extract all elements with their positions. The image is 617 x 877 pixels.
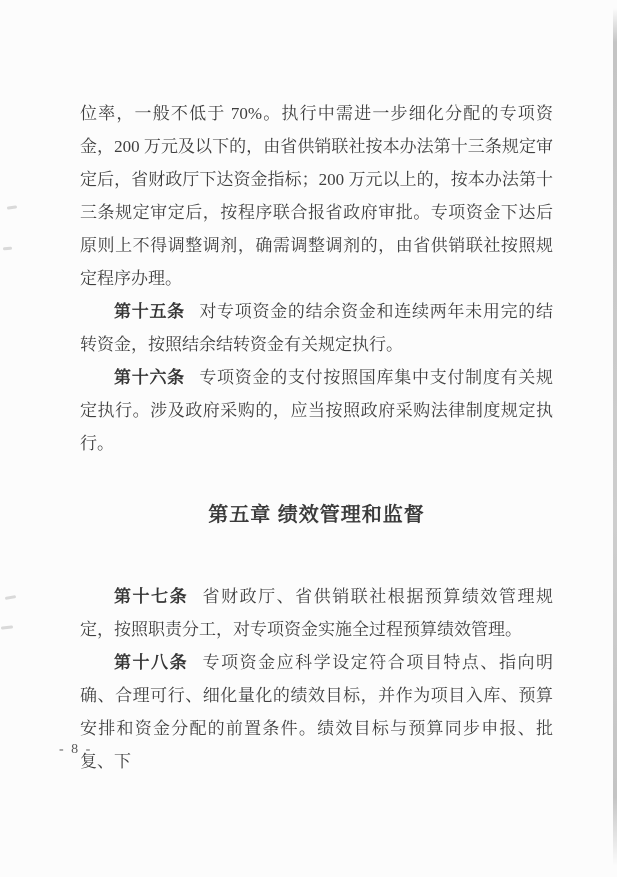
page-number: - 8 - — [59, 742, 93, 757]
article-18-label: 第十八条 — [114, 653, 189, 672]
scan-smudge — [5, 595, 16, 600]
document-body — [80, 97, 553, 778]
paragraph-text: 专项资金的支付按照国库集中支付制度有关规定执行。涉及政府采购的，应当按照政府采购法律制度规定执行。 — [80, 368, 554, 453]
article-17-paragraph — [80, 580, 553, 646]
article-17-label: 第十七条 — [114, 587, 189, 606]
paragraph-text: 对专项资金的结余资金和连续两年未用完的结转资金，按照结余结转资金有关规定执行。 — [80, 302, 554, 354]
continuation-paragraph — [80, 97, 553, 295]
scan-smudge — [1, 625, 13, 629]
article-18-paragraph — [80, 646, 553, 778]
article-16-label: 第十六条 — [114, 368, 185, 387]
paragraph-text: 专项资金应科学设定符合项目特点、指向明确、合理可行、细化量化的绩效目标，并作为项目入库、预算安排和资金分配的前置条件。绩效目标与预算同步申报、批复、下 — [80, 653, 554, 771]
scan-edge-artifact — [613, 8, 617, 866]
article-15-paragraph — [80, 295, 553, 361]
paragraph-text: 省财政厅、省供销联社根据预算绩效管理规定，按照职责分工，对专项资金实施全过程预算绩效管理。 — [80, 587, 554, 639]
chapter-heading: 第五章 绩效管理和监督 — [208, 504, 425, 526]
scan-smudge — [3, 247, 12, 251]
paragraph-text: 位率，一般不低于 70%。执行中需进一步细化分配的专项资金，200 万元及以下的，由省供销联社按本办法第十三条规定审定后，省财政厅下达资金指标；200 万元以上的，按本办法第十三条规定审定后，按程序联合报省政府审批。专项资金下达后原则上不得调整调剂，确需调整调剂的，由省供销联社按照规定程序办理。 — [80, 104, 553, 288]
article-16-paragraph — [80, 361, 553, 460]
article-15-label: 第十五条 — [114, 302, 185, 321]
scan-smudge — [7, 205, 17, 209]
